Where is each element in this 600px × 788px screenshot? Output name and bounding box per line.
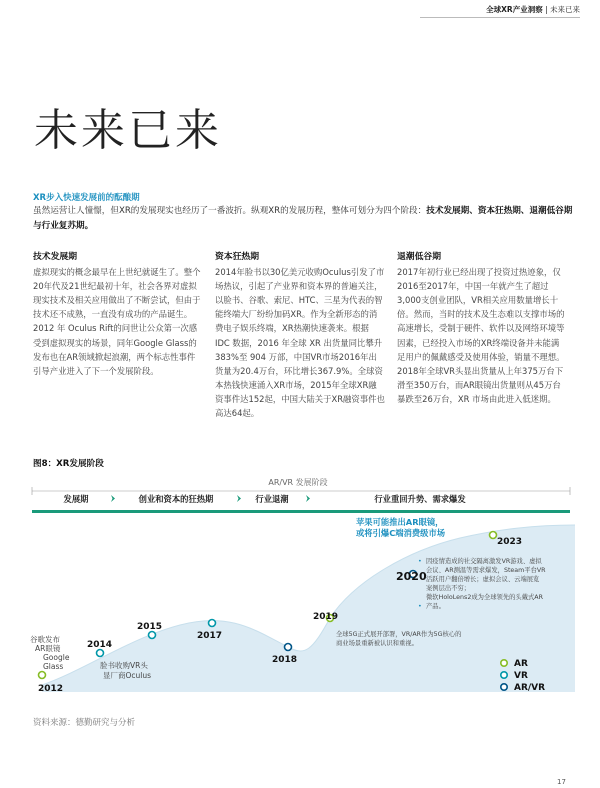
column-capital-frenzy: [215, 250, 385, 420]
column-heading: 技术发展期: [33, 252, 77, 262]
chevron-right-icon: [111, 495, 115, 502]
5g-line-1: 全球5G正式展开部署，VR/AR作为5G核心的: [336, 631, 462, 638]
intro-heading: XR步入快速发展前的酝酿期: [33, 193, 140, 203]
phase-header: AR/VR 发展阶段: [268, 478, 328, 487]
year-2020: 2020: [396, 570, 427, 583]
milestone-2017-dot: [209, 620, 216, 627]
milestone-2023-dot: [490, 532, 497, 539]
source-note: 资料来源：德勤研究与分析: [33, 718, 136, 728]
report-name: 全球XR产业洞察: [486, 5, 543, 14]
year-2019: 2019: [313, 612, 339, 622]
5g-line-2: 商业场景重新被认识和重视。: [336, 640, 418, 647]
legend-vr-marker: [501, 672, 507, 678]
figure-title: 图8：XR发展阶段: [33, 459, 104, 469]
apple-line-2: 或将引爆C端消费级市场: [356, 528, 446, 538]
legend-ar-marker: [501, 660, 507, 666]
xr-timeline-diagram: [30, 470, 575, 710]
facebook-line-2: 显厂商Oculus: [103, 671, 152, 680]
milestone-2014-dot: [97, 650, 104, 657]
phase-label-4: 行业重回升势、需求爆发: [374, 494, 466, 504]
bullet-icon: •: [418, 558, 422, 565]
chevron-right-icon: [237, 495, 241, 502]
year-2012: 2012: [38, 684, 64, 694]
year-2023: 2023: [497, 537, 523, 547]
phase-label-3: 行业退潮: [255, 494, 289, 504]
column-body: 虚拟现实的概念最早在上世纪就诞生了。整个20年代及21世纪最初十年，社会各界对虚拟现实技术及相关应用做出了不断尝试，但由于技术还不成熟，一直没有成功的产品诞生。2012 年 Oculus Rift的问世让公众第一次感受到虚拟现实的场景，同年Google Glass的发布也在AR领域掀起浪潮，两个标志性事件引导产业进入了下一个发展阶段。: [33, 267, 201, 376]
header-separator: |: [542, 5, 550, 14]
google-line-4: Glass: [43, 662, 64, 671]
year-2018: 2018: [272, 655, 298, 665]
milestone-2018-dot: [285, 644, 292, 651]
year-2014: 2014: [87, 640, 113, 650]
apple-line-1: 苹果可能推出AR眼镜，: [356, 517, 444, 527]
section-name: 未来已来: [550, 5, 580, 14]
legend-arvr-marker: [501, 684, 507, 690]
year-2015: 2015: [137, 622, 163, 632]
column-tech-development: [33, 250, 203, 378]
running-header: [486, 4, 580, 15]
phase-label-2: 创业和资本的狂热期: [138, 494, 214, 504]
bullet-icon: •: [418, 603, 422, 610]
column-low-tide: [397, 250, 567, 406]
bullet1-line-2: 会议、AR测温等需求爆发，Steam平台VR: [426, 567, 546, 574]
year-2017: 2017: [197, 631, 223, 641]
facebook-line-1: 脸书收购VR头: [100, 661, 148, 670]
intro-text-bold: 技术发展期、资本狂热期、退潮低谷期与行业复苏期。: [33, 206, 573, 231]
google-line-1: 谷歌发布: [30, 635, 60, 644]
bullet1-line-1: 因疫情造成的社交隔离激发VR游戏、虚拟: [426, 558, 542, 565]
phase-bar: [32, 510, 570, 513]
google-line-3: Google: [43, 653, 70, 662]
bullet1-line-5: 微软HoloLens2成为全球领先的头戴式AR: [426, 594, 543, 601]
apple-ar-label: [356, 517, 446, 538]
column-body: 2014年脸书以30亿美元收购Oculus引发了市场热议，引起了产业界和资本界的普遍关注，以脸书、谷歌、索尼、HTC、三星为代表的智能终端大厂纷纷加码XR。作为全新形态的消费电子娱乐终端，XR热潮快速袭来。根据 IDC 数据，2016 年全球 XR 出货量同比攀升 383%至 904 万部，中国VR市场2016年出货量为20.4万台，环比增长367.9%。全球资本热钱快速涌入XR市场，2015年全球XR融资事件达152起，中国大陆关于XR融资事件也高达64起。: [215, 267, 385, 419]
page-title: 未来已来: [34, 105, 222, 156]
intro-text: 虽然运营让人憧憬，但XR的发展现实也经历了一番波折。纵观XR的发展历程，整体可划分为四个阶段：: [33, 206, 427, 216]
legend-ar-label: AR: [514, 659, 528, 669]
column-body: 2017年初行业已经出现了投资过热迹象，仅2016至2017年，中国一年就产生了超过3,000支创业团队，VR相关应用数量增长十倍。然而，当时的技术及生态难以支撑市场的高速增长，受制于硬件、软件以及网络环境等因素，已经投入市场的XR终端设备并未能满足用户的佩戴感受及使用体验，销量不理想。2018年全球VR头显出货量从上年375万台下滑至350万台，而AR眼镜出货量则从45万台暴跌至26万台，XR 市场由此进入低迷期。: [397, 267, 565, 404]
legend-vr-label: VR: [514, 671, 528, 681]
bullet1-line-3: 活跃用户翻倍增长；虚拟会议、云端展览: [426, 576, 540, 583]
column-heading: 退潮低谷期: [397, 252, 441, 262]
bullet1-line-4: 案例层出不穷；: [426, 585, 471, 592]
milestone-2012-dot: [39, 672, 46, 679]
header-rule: [420, 17, 580, 18]
chevron-right-icon: [306, 495, 310, 502]
page-number: 17: [557, 778, 566, 786]
intro-paragraph: [33, 204, 573, 234]
google-glass-label: [30, 634, 70, 671]
milestone-2015-dot: [149, 632, 156, 639]
column-heading: 资本狂热期: [215, 252, 259, 262]
google-line-2: AR眼镜: [35, 644, 61, 653]
legend-arvr-label: AR/VR: [514, 683, 546, 693]
bullet2-line-1: 产品。: [426, 603, 445, 610]
phase-label-1: 发展期: [63, 494, 89, 504]
